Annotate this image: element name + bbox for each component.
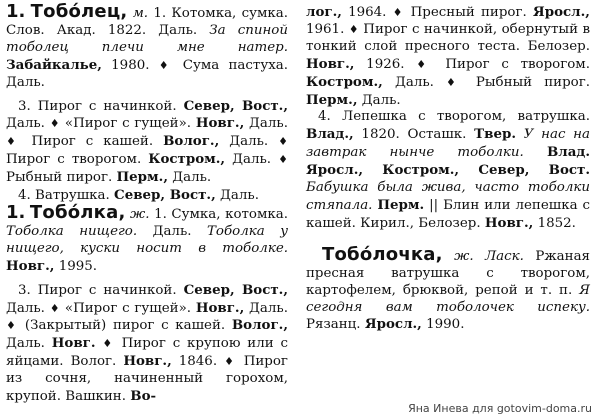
definition-text: 4. Ватрушка. bbox=[18, 188, 110, 204]
year-text: 1995. bbox=[58, 258, 98, 274]
definition-text: Пирог с творогом. bbox=[445, 56, 590, 72]
left-column bbox=[6, 1, 289, 406]
diamond-icon: ♦ bbox=[6, 319, 19, 333]
headword: Тобо́лец, bbox=[30, 1, 128, 22]
entry-tobolochka bbox=[306, 243, 590, 335]
diamond-icon: ♦ bbox=[416, 57, 434, 71]
region-label: лог., bbox=[306, 4, 342, 20]
example-text: Тоболка нищего. bbox=[6, 223, 138, 239]
diamond-icon: ♦ bbox=[49, 117, 61, 131]
region-label: Перм. bbox=[377, 196, 425, 213]
year-text: 1964. bbox=[348, 5, 387, 20]
example-text: Я сегодня вам тоболочек испеку. bbox=[306, 282, 590, 315]
definition-text: || Блин или лепешка с кашей. Кирил., Белозер. bbox=[306, 197, 591, 231]
source-text: Даль. bbox=[249, 116, 288, 132]
region-label: Твер. bbox=[474, 126, 516, 143]
year-text: 1961. bbox=[306, 21, 345, 37]
region-label: Волог., bbox=[231, 317, 288, 334]
region-label: Новг., bbox=[306, 55, 355, 72]
definition-text: Ржаная пресная ватрушка с творогом, картофелем, брюквой, репой и т. п. bbox=[306, 248, 590, 298]
diamond-icon: ♦ bbox=[158, 58, 174, 72]
entry-tobolka-continued bbox=[306, 4, 590, 109]
diamond-icon: ♦ bbox=[348, 22, 359, 36]
year-text: 1990. bbox=[426, 317, 465, 333]
definition-text: Пресный пирог. bbox=[410, 5, 527, 20]
region-label: Костром., bbox=[148, 151, 226, 168]
source-text: Даль. bbox=[394, 74, 434, 90]
definition-text: Пирог из сочня, начиненный горохом, крупой. Вашкин. bbox=[6, 354, 288, 405]
definition-text: 1. Сумка, котомка. bbox=[154, 206, 288, 222]
region-label: Новг., bbox=[6, 257, 55, 274]
definition-text: «Пирог с гущей». bbox=[64, 300, 192, 316]
sense-3 bbox=[6, 282, 288, 406]
headword: Тобо́лочка, bbox=[322, 243, 443, 265]
headword: Тобо́лка, bbox=[29, 201, 126, 223]
sense-number: 1. bbox=[6, 201, 26, 223]
source-text: Даль. bbox=[249, 300, 288, 316]
diamond-icon: ♦ bbox=[278, 153, 288, 167]
region-label: Забайкалье, bbox=[6, 56, 102, 73]
region-label: Север, Вост., bbox=[183, 97, 289, 114]
definition-text: Пирог с крупою или с яйцами. Волог. bbox=[6, 336, 288, 370]
region-label: Яросл., bbox=[532, 4, 590, 20]
region-label: Перм., bbox=[116, 169, 168, 186]
year-text: 1852. bbox=[537, 215, 576, 231]
region-label: Новг., bbox=[195, 115, 245, 132]
sense-4 bbox=[306, 109, 590, 232]
source-text: Даль. bbox=[172, 170, 212, 186]
region-label: Новг., bbox=[195, 299, 245, 316]
source-text: Даль. bbox=[152, 223, 192, 239]
source-text: Даль. bbox=[6, 336, 45, 352]
definition-text: (Закрытый) пирог с кашей. bbox=[24, 318, 226, 334]
example-text: У нас на завтрак нынче тоболки. bbox=[306, 127, 590, 161]
grammar-label: ж. bbox=[130, 206, 150, 222]
definition-text: 1. Котомка, сумка. Слов. Акад. 1822. Даль. bbox=[6, 6, 288, 38]
definition-text: Рыбный пирог. bbox=[6, 170, 113, 186]
sense-3 bbox=[6, 98, 288, 188]
definition-text: 4. Лепешка с творогом, ватрушка. bbox=[318, 109, 590, 125]
definition-text: «Пирог с гущей». bbox=[64, 116, 192, 132]
example-text: За спиной тоболец плечи мне натер. bbox=[6, 22, 288, 55]
diamond-icon: ♦ bbox=[6, 135, 22, 149]
year-text: 1926. bbox=[366, 56, 405, 72]
region-label: Север, Вост., bbox=[114, 187, 216, 204]
region-label: Новг., bbox=[123, 353, 172, 370]
region-label: Новг. bbox=[51, 335, 96, 352]
watermark: Яна Инева для gotovim-doma.ru bbox=[408, 402, 592, 415]
region-label: Волог., bbox=[163, 133, 220, 150]
grammar-label: ж. Ласк. bbox=[454, 248, 524, 264]
region-label: Яросл., bbox=[364, 316, 422, 333]
sense-number: 1. bbox=[6, 1, 26, 22]
source-text: Даль. bbox=[6, 300, 45, 316]
region-label: Костром., bbox=[306, 73, 383, 90]
diamond-icon: ♦ bbox=[102, 337, 115, 351]
example-text: Бабушка была жива, часто тоболки стяпала. bbox=[306, 180, 590, 213]
source-text: Даль. bbox=[220, 188, 259, 204]
source-text: Даль. bbox=[6, 116, 45, 132]
diamond-icon: ♦ bbox=[49, 301, 61, 315]
region-label: Новг., bbox=[484, 214, 534, 231]
diamond-icon: ♦ bbox=[278, 135, 288, 149]
source-text: Рязанц. bbox=[306, 317, 361, 333]
definition-text: Пирог с творогом. bbox=[6, 152, 142, 168]
region-label: Влад., bbox=[306, 126, 354, 143]
source-text: Даль. bbox=[229, 134, 269, 150]
source-text: Даль. bbox=[232, 152, 272, 168]
year-text: 1980. bbox=[111, 57, 150, 73]
diamond-icon: ♦ bbox=[446, 75, 464, 89]
definition-text: Пирог с начинкой, обернутый в тонкий слой пресного теста. Белозер. bbox=[306, 21, 590, 54]
source-text: 1820. Осташк. bbox=[361, 127, 467, 143]
entry-tobolets bbox=[6, 1, 288, 92]
region-label: Север, Вост., bbox=[183, 281, 289, 298]
definition-text: 3. Пирог с начинкой. bbox=[18, 282, 177, 298]
definition-text: Рыбный пирог. bbox=[475, 74, 590, 90]
diamond-icon: ♦ bbox=[392, 6, 405, 19]
year-text: 1846. bbox=[178, 354, 218, 370]
region-label: Перм., bbox=[306, 91, 358, 108]
grammar-label: м. bbox=[132, 6, 149, 21]
example-text: Тоболка у нищего, куски носит в тоболке. bbox=[6, 223, 288, 256]
entry-tobolka bbox=[6, 201, 288, 276]
definition-text: 3. Пирог с начинкой. bbox=[18, 98, 177, 114]
right-column bbox=[306, 4, 590, 334]
definition-text: Сума пастуха. Даль. bbox=[6, 57, 288, 90]
region-label: Влад. Яросл., Костром., Север, Вост. bbox=[306, 144, 590, 179]
source-text: Даль. bbox=[361, 92, 401, 108]
diamond-icon: ♦ bbox=[224, 355, 237, 369]
region-label: Во- bbox=[130, 388, 157, 405]
definition-text: Пирог с кашей. bbox=[31, 134, 154, 150]
